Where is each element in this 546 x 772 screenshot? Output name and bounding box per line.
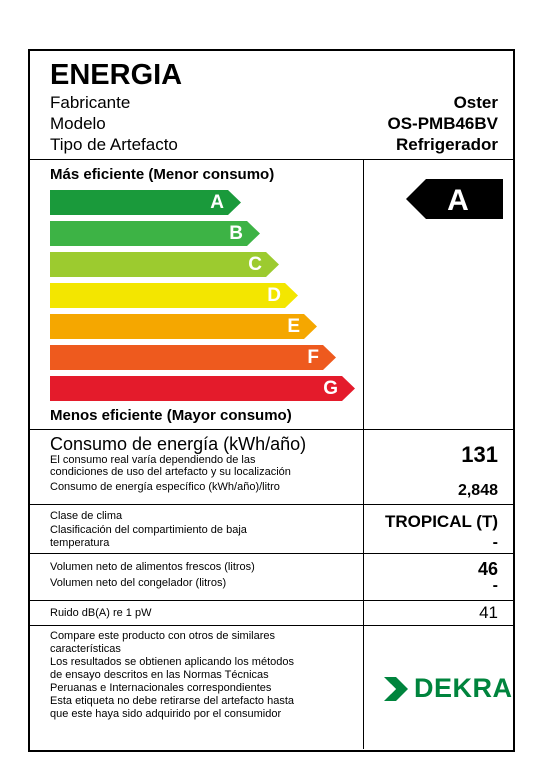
energy-label <box>28 49 515 752</box>
fresh-volume-value: 46 <box>477 559 498 579</box>
divider <box>30 429 513 430</box>
low-temp-label-1: Clasificación del compartimiento de baja <box>50 524 247 536</box>
specific-consumption-value: 2,848 <box>457 482 498 499</box>
column-divider <box>363 159 364 749</box>
efficiency-bar-d <box>50 283 298 308</box>
efficiency-bar-g <box>50 376 355 401</box>
footer-line-5: Peruanas e Internacionales correspondientes <box>50 682 272 694</box>
divider <box>30 600 513 601</box>
label-title: ENERGIA <box>50 59 183 91</box>
noise-label: Ruido dB(A) re 1 pW <box>50 607 152 619</box>
footer-line-4: de ensayo descritos en las Normas Técnicas <box>50 669 269 681</box>
climate-label: Clase de clima <box>50 510 123 522</box>
efficiency-bar-letter: D <box>267 285 281 306</box>
dekra-logo <box>382 673 512 705</box>
efficiency-bar-b <box>50 221 260 246</box>
efficiency-bar-a <box>50 190 241 215</box>
manufacturer-value: Oster <box>453 93 498 112</box>
consumption-note-2: condiciones de uso del artefacto y su localización <box>50 466 291 478</box>
dekra-wordmark: DEKRA <box>414 673 513 703</box>
dekra-chevron-icon <box>382 675 410 703</box>
climate-value: TROPICAL (T) <box>384 512 498 531</box>
low-temp-value: - <box>492 534 498 551</box>
footer-line-1: Compare este producto con otros de similares <box>50 630 275 642</box>
consumption-value: 131 <box>461 442 498 467</box>
efficiency-bar-letter: F <box>307 347 319 368</box>
efficiency-bar-f <box>50 345 336 370</box>
efficiency-bar-letter: A <box>210 192 224 213</box>
efficiency-bar-letter: E <box>287 316 300 337</box>
footer-line-7: que este haya sido adquirido por el consumidor <box>50 708 282 720</box>
efficiency-bar-e <box>50 314 317 339</box>
noise-value: 41 <box>479 603 498 622</box>
divider <box>30 159 513 160</box>
specific-consumption-label: Consumo de energía específico (kWh/año)/litro <box>50 481 280 493</box>
low-temp-label-2: temperatura <box>50 537 110 549</box>
footer-line-3: Los resultados se obtienen aplicando los métodos <box>50 656 294 668</box>
model-value: OS-PMB46BV <box>387 114 498 133</box>
efficiency-bar-letter: C <box>248 254 262 275</box>
efficiency-bar-letter: G <box>323 378 338 399</box>
consumption-title: Consumo de energía (kWh/año) <box>50 434 307 454</box>
divider <box>30 553 513 554</box>
consumption-note-1: El consumo real varía dependiendo de las <box>50 454 256 466</box>
efficiency-bar-letter: B <box>229 223 243 244</box>
footer-line-2: características <box>50 643 121 655</box>
freezer-volume-label: Volumen neto del congelador (litros) <box>50 577 227 589</box>
fresh-volume-label: Volumen neto de alimentos frescos (litros) <box>50 561 255 573</box>
model-label: Modelo <box>50 114 106 133</box>
scale-top-label: Más eficiente (Menor consumo) <box>50 166 275 183</box>
rating-letter: A <box>447 184 469 217</box>
footer-line-6: Esta etiqueta no debe retirarse del artefacto hasta <box>50 695 294 707</box>
scale-bottom-label: Menos eficiente (Mayor consumo) <box>50 407 292 424</box>
rating-arrow <box>406 179 503 219</box>
efficiency-bar-c <box>50 252 279 277</box>
freezer-volume-value: - <box>492 577 498 594</box>
appliance-type-value: Refrigerador <box>395 135 498 154</box>
manufacturer-label: Fabricante <box>50 93 131 112</box>
divider <box>30 625 513 626</box>
appliance-type-label: Tipo de Artefacto <box>50 135 178 154</box>
divider <box>30 504 513 505</box>
